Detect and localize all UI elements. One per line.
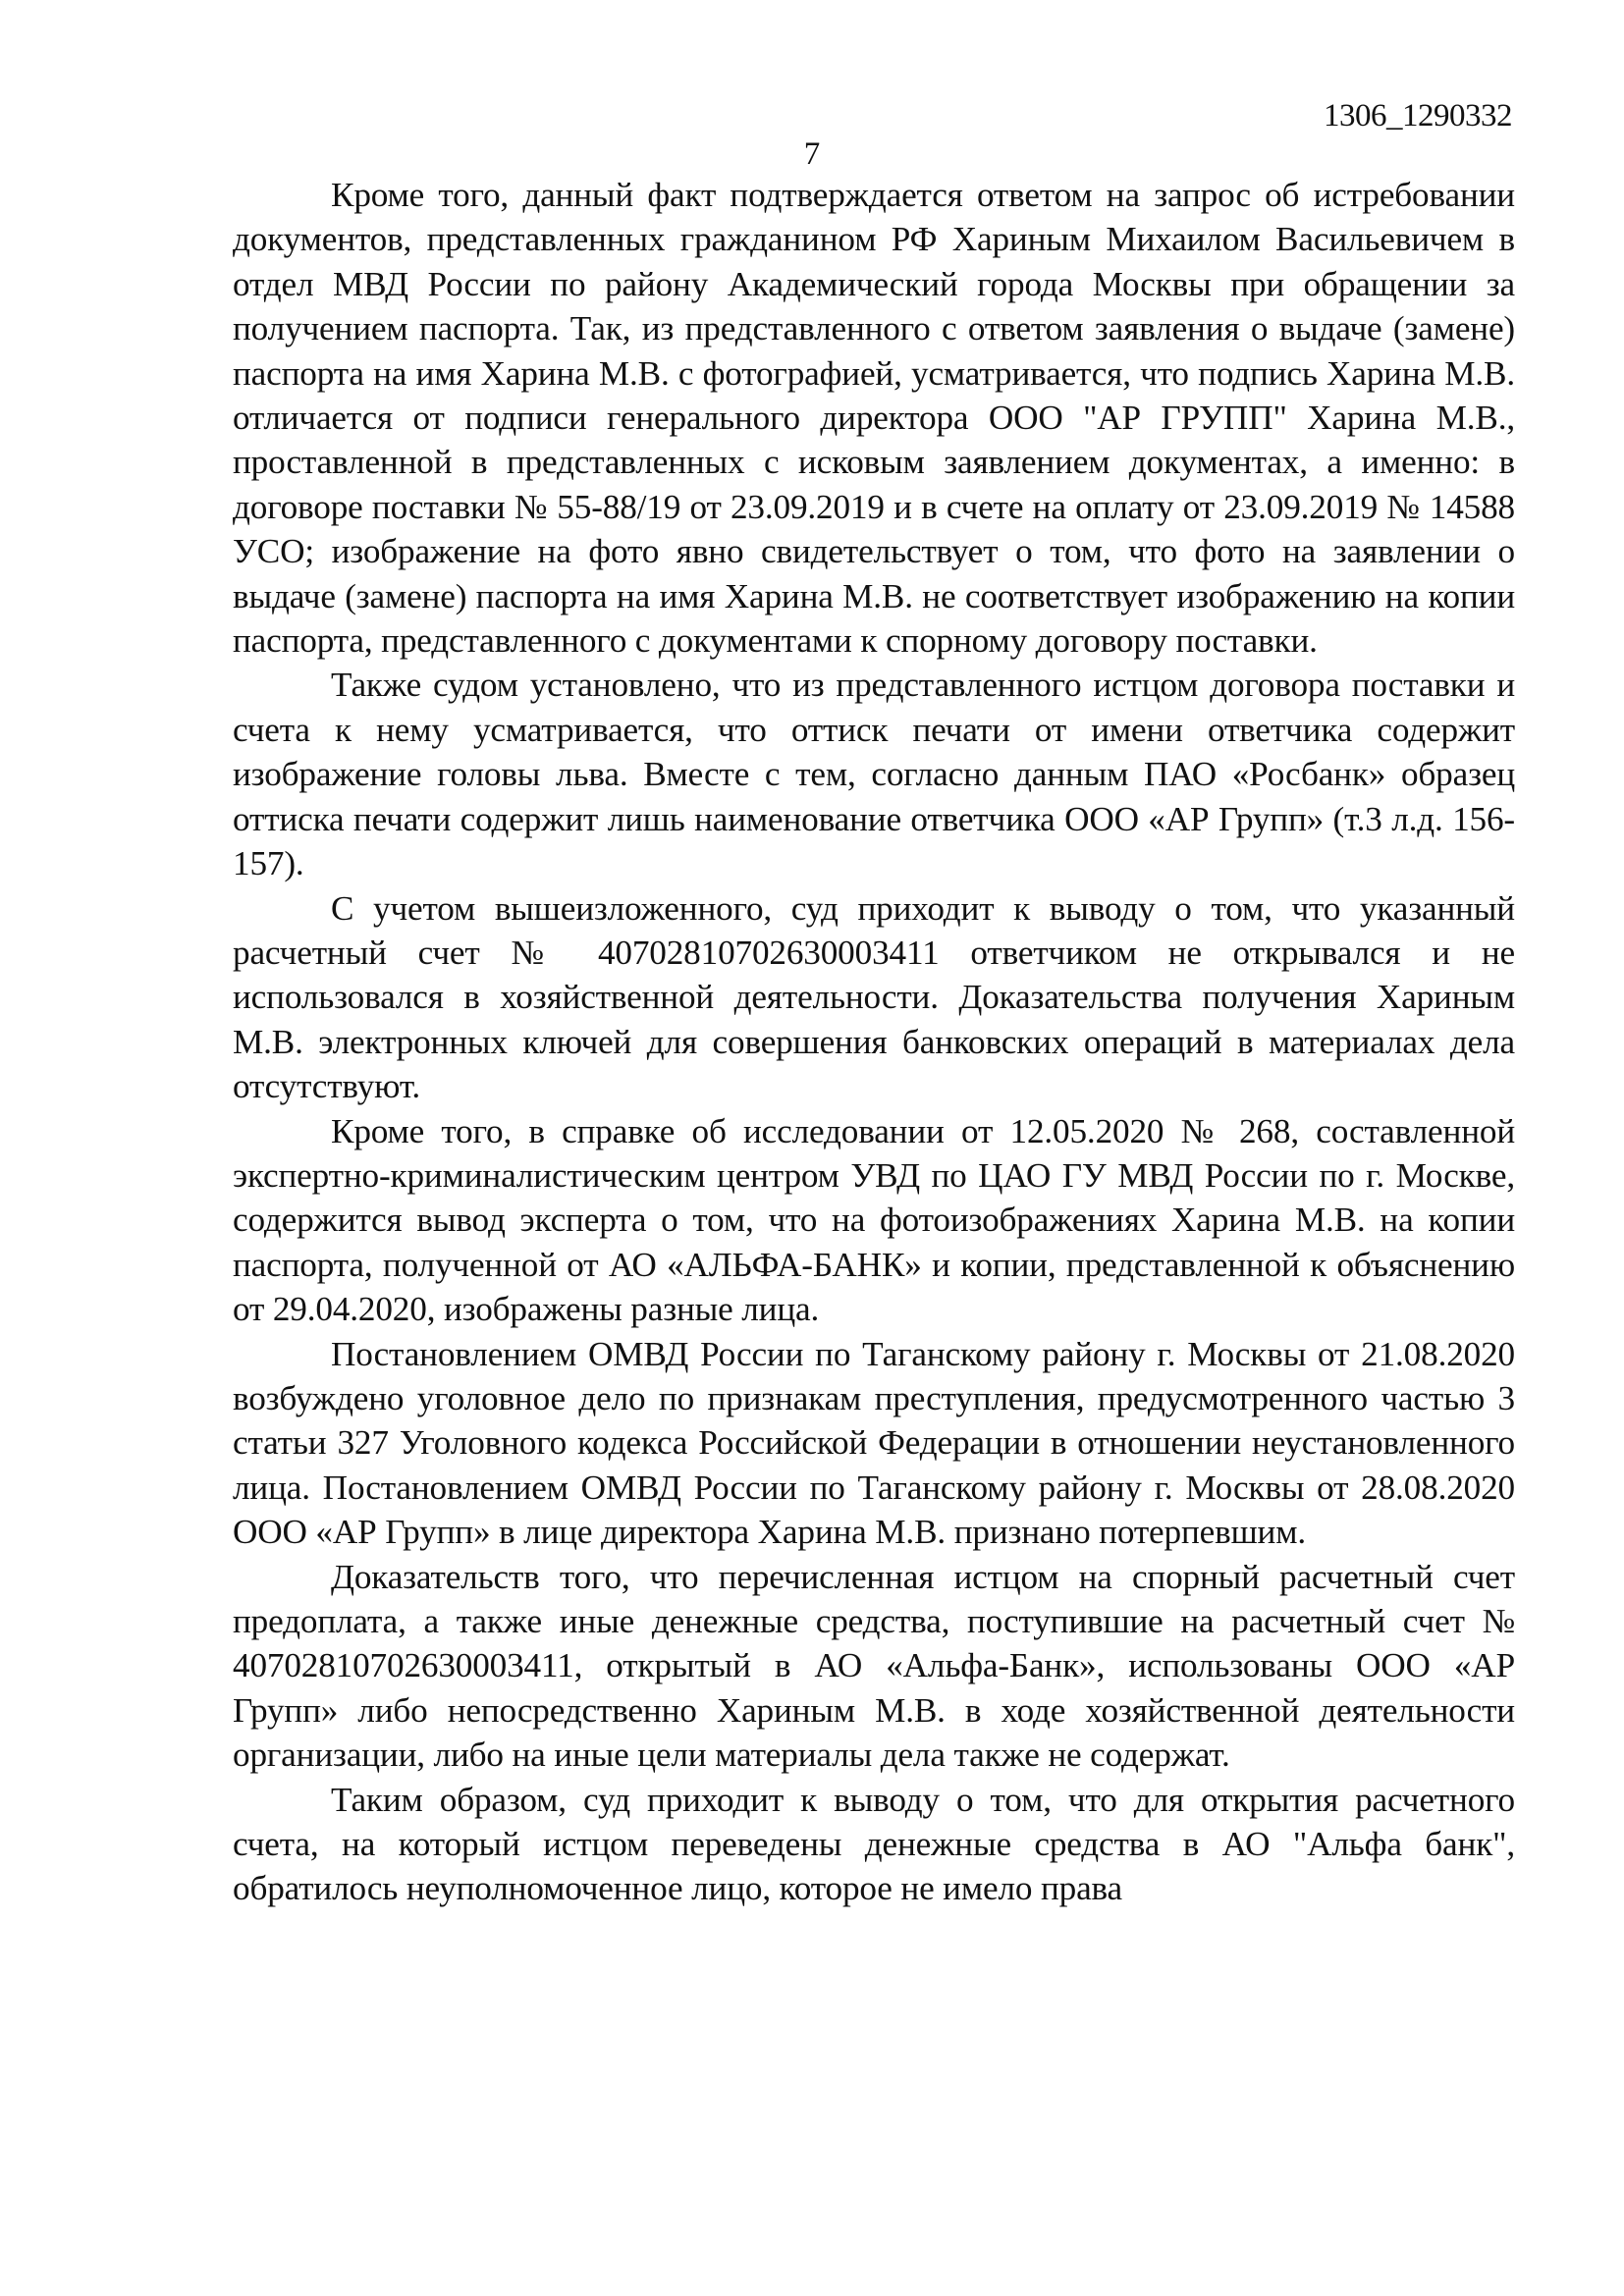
document-id: 1306_1290332 bbox=[1324, 98, 1512, 133]
paragraph-criminal-case: Постановлением ОМВД России по Таганскому району г. Москвы от 21.08.2020 возбуждено уголовное дело по признакам преступления, предусмотренного частью 3 статьи 327 Уголовного кодекса Российской Федерации в отношении неустановленного лица. Постановлением ОМВД России по Таганскому району г. Москвы от 28.08.2020 ООО «АР Групп» в лице директора Харина М.В. признано потерпевшим. bbox=[233, 1334, 1515, 1552]
paragraph-expert-report: Кроме того, в справке об исследовании от 12.05.2020 № 268, составленной экспертно-криминалистическим центром УВД по ЦАО ГУ МВД России по г. Москве, содержится вывод эксперта о том, что на фотоизображениях Харина М.В. на копии паспорта, полученной от АО «АЛЬФА-БАНК» и копии, представленной к объяснению от 29.04.2020, изображены разные лица. bbox=[233, 1111, 1515, 1329]
paragraph-seal-impression: Также судом установлено, что из представленного истцом договора поставки и счета к нему усматривается, что оттиск печати от имени ответчика содержит изображение головы льва. Вместе с тем, согласно данным ПАО «Росбанк» образец оттиска печати содержит лишь наименование ответчика ООО «АР Групп» (т.3 л.д. 156-157). bbox=[233, 666, 1515, 883]
document-body bbox=[233, 173, 1515, 1911]
paragraph-signature-mismatch: Кроме того, данный факт подтверждается ответом на запрос об истребовании документов, представленных гражданином РФ Хариным Михаилом Васильевичем в отдел МВД России по району Академический города Москвы при обращении за получением паспорта. Так, из представленного с ответом заявления о выдаче (замене) паспорта на имя Харина М.В. с фотографией, усматривается, что подпись Харина М.В. отличается от подписи генерального директора ООО "АР ГРУПП" Харина М.В., проставленной в представленных с исковым заявлением документах, а именно: в договоре поставки № 55-88/19 от 23.09.2019 и в счете на оплату от 23.09.2019 № 14588 УСО; изображение на фото явно свидетельствует о том, что фото на заявлении о выдаче (замене) паспорта на имя Харина М.В. не соответствует изображению на копии паспорта, представленного с документами к спорному договору поставки. bbox=[233, 176, 1515, 661]
page-number: 7 bbox=[803, 136, 821, 172]
paragraph-account-not-opened: С учетом вышеизложенного, суд приходит к выводу о том, что указанный расчетный счет № 40702810702630003411 ответчиком не открывался и не использовался в хозяйственной деятельности. Доказательства получения Хариным М.В. электронных ключей для совершения банковских операций в материалах дела отсутствуют. bbox=[233, 888, 1515, 1106]
paragraph-conclusion: Таким образом, суд приходит к выводу о том, что для открытия расчетного счета, на который истцом переведены денежные средства в АО "Альфа банк", обратилось неуполномоченное лицо, которое не имело права bbox=[233, 1780, 1515, 1908]
paragraph-funds-usage: Доказательств того, что перечисленная истцом на спорный расчетный счет предоплата, а также иные денежные средства, поступившие на расчетный счет № 40702810702630003411, открытый в АО «Альфа-Банк», использованы ООО «АР Групп» либо непосредственно Хариным М.В. в ходе хозяйственной деятельности организации, либо на иные цели материалы дела также не содержат. bbox=[233, 1557, 1515, 1775]
